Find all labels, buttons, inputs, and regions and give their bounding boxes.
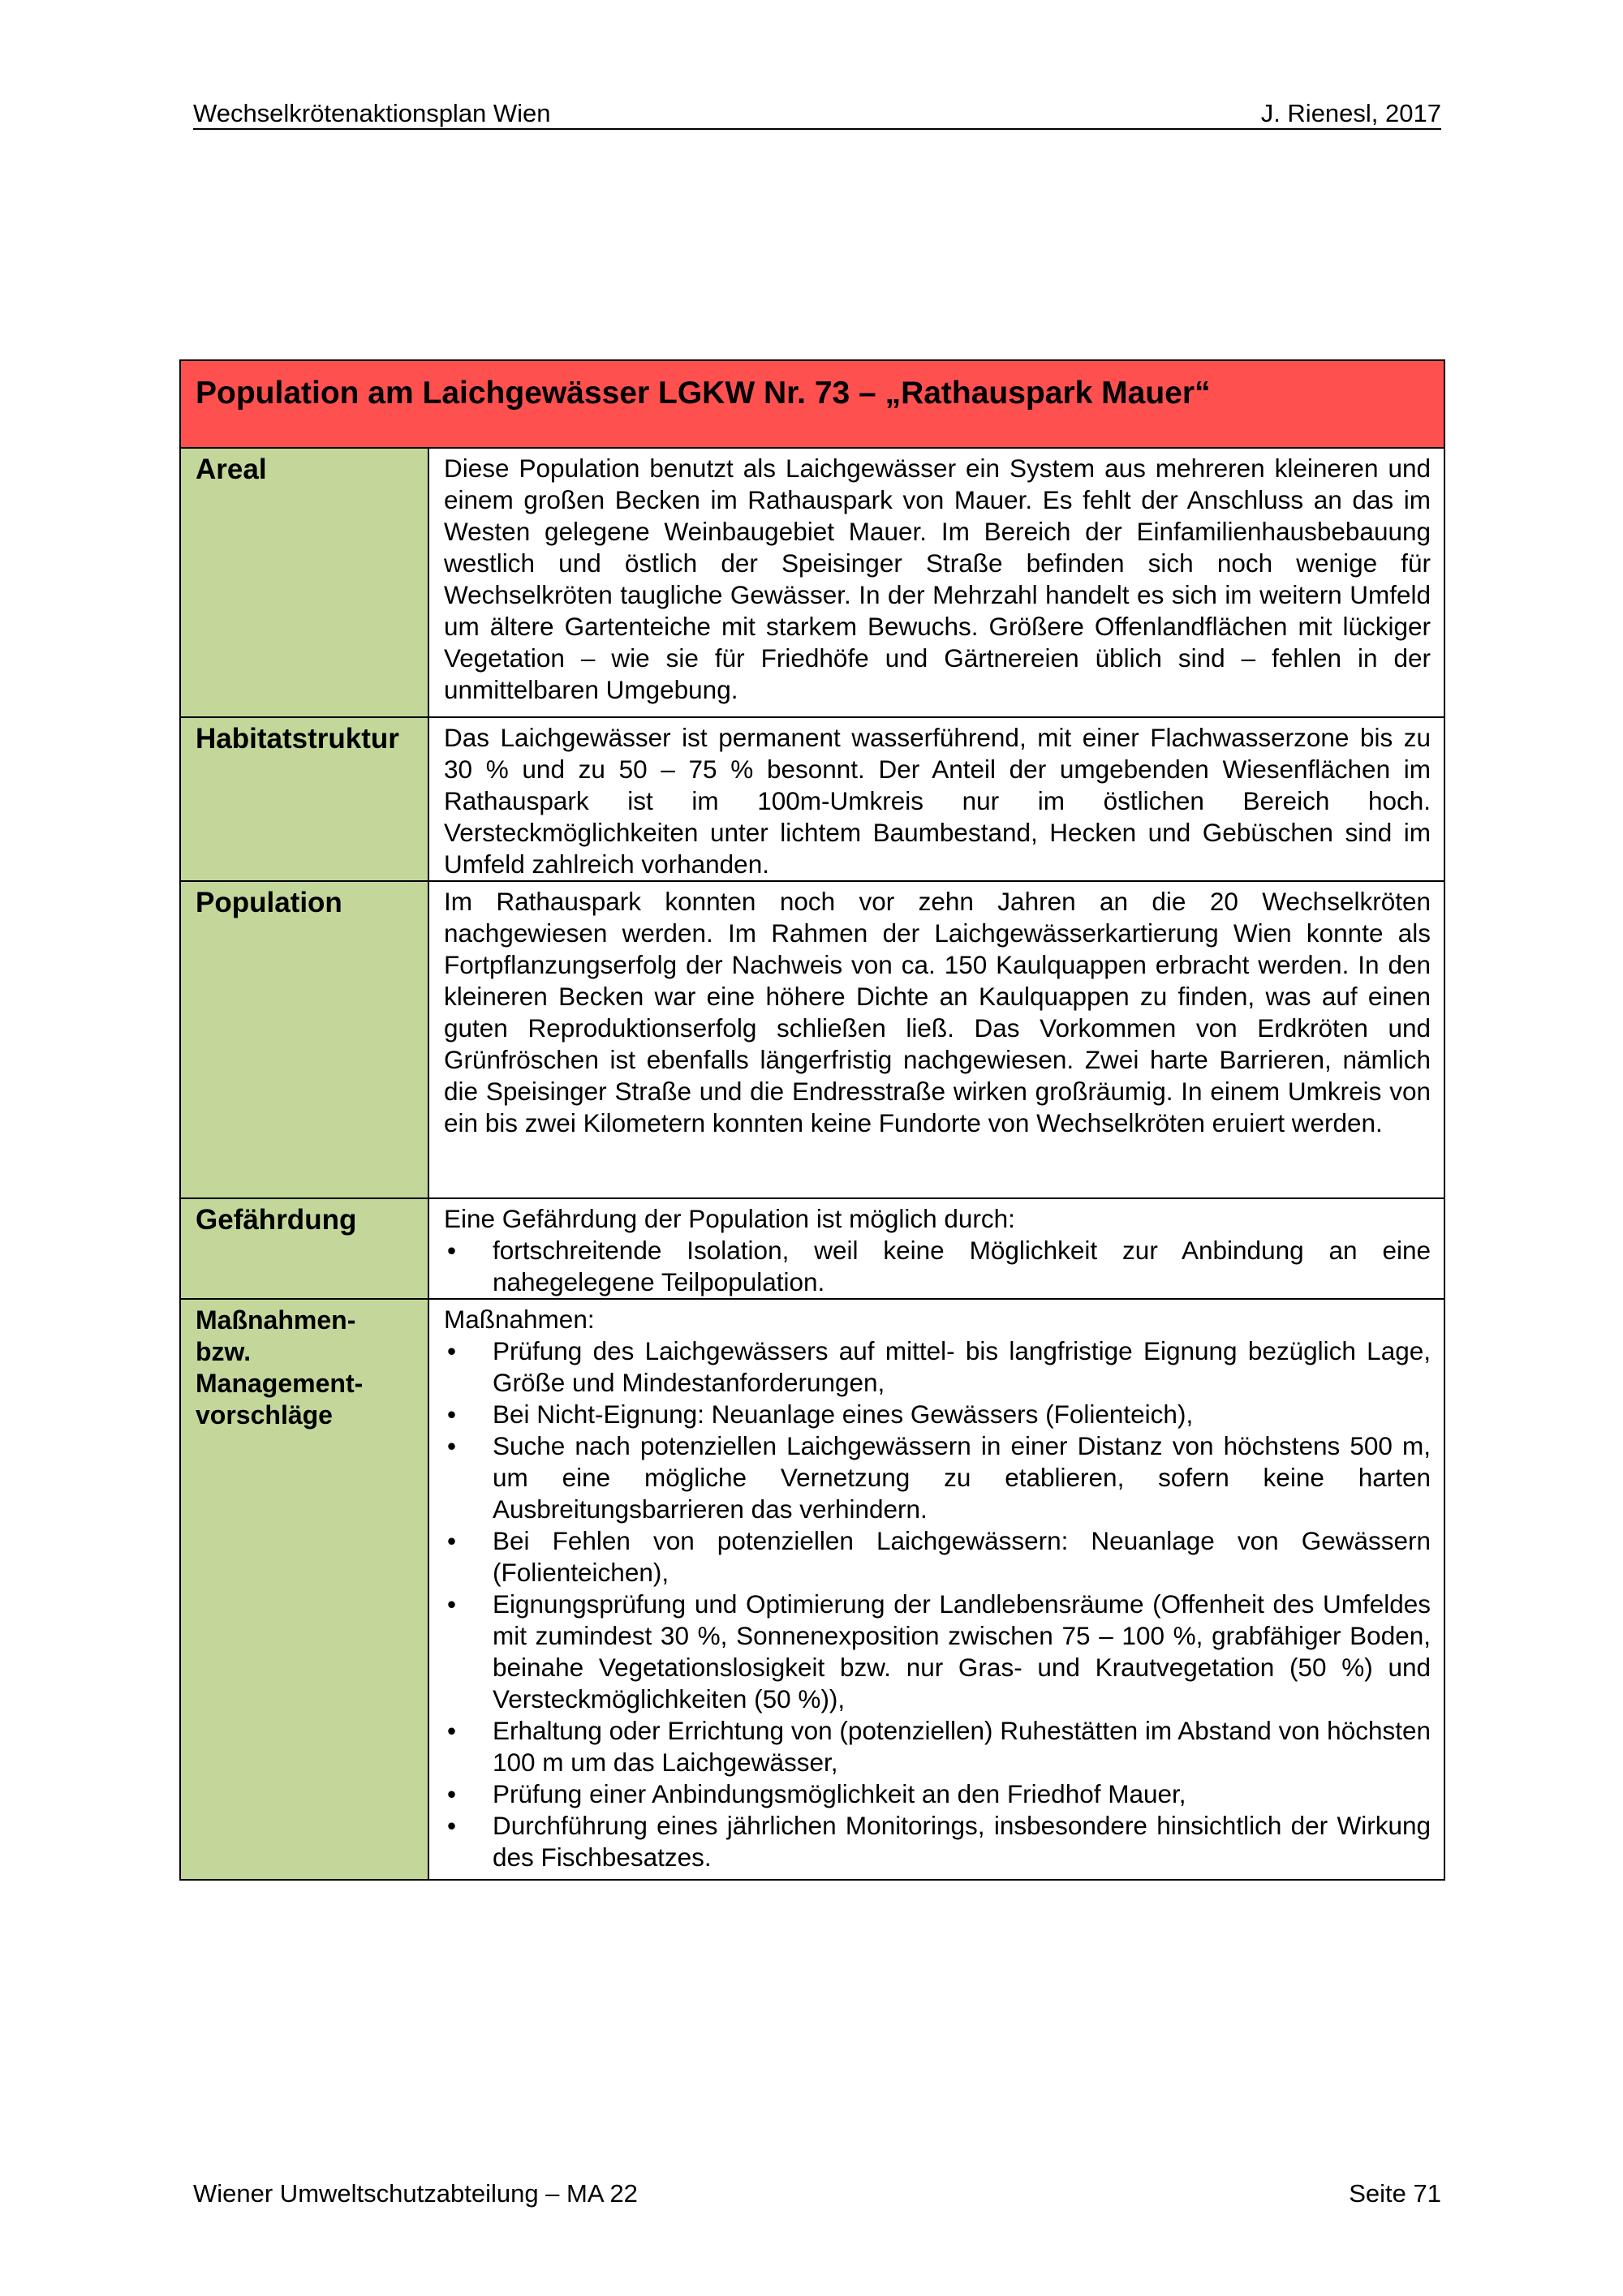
- table-title-row: [180, 360, 1444, 448]
- list-item: • Durchführung eines jährlichen Monitorings, insbesondere hinsichtlich der Wirkung des Fischbesatzes.: [444, 1810, 1431, 1873]
- table-row: [180, 881, 1444, 1198]
- row-label-population: Population: [180, 881, 428, 1198]
- label-line: vorschläge: [196, 1400, 333, 1430]
- table-title: Population am Laichgewässer LGKW Nr. 73 – „Rathauspark Mauer“: [180, 360, 1444, 448]
- massnahmen-intro: Maßnahmen:: [444, 1305, 595, 1334]
- page-header: [193, 96, 1441, 130]
- table-row: [180, 448, 1444, 717]
- row-label-gefaehrdung: Gefährdung: [180, 1198, 428, 1299]
- label-line: Maßnahmen-: [196, 1305, 356, 1335]
- row-label-massnahmen: [180, 1299, 428, 1880]
- row-label-habitatstruktur: Habitatstruktur: [180, 717, 428, 881]
- population-table: [179, 359, 1445, 1881]
- row-content-massnahmen: [428, 1299, 1444, 1880]
- footer-page-number: Seite 71: [1349, 2179, 1441, 2208]
- row-label-areal: Areal: [180, 448, 428, 717]
- list-item: • Erhaltung oder Errichtung von (potenziellen) Ruhestätten im Abstand von höchsten 100 m um das Laichgewässer,: [444, 1715, 1431, 1778]
- table-row: [180, 1299, 1444, 1880]
- page-footer: [193, 2179, 1441, 2208]
- table-row: [180, 1198, 1444, 1299]
- header-author-year: J. Rienesl, 2017: [1260, 99, 1441, 127]
- label-line: Management-: [196, 1369, 364, 1398]
- footer-department: Wiener Umweltschutzabteilung – MA 22: [193, 2179, 638, 2208]
- table-row: [180, 717, 1444, 881]
- row-text-areal: Diese Population benutzt als Laichgewässer ein System aus mehreren kleineren und einem großen Becken im Rathauspark von Mauer. Es fehlt der Anschluss an das im Westen gelegene Weinbaugebiet Mauer. Im Bereich der Einfamilienhausbebauung westlich und östlich der Speisinger Straße befinden sich noch wenige für Wechselkröten taugliche Gewässer. In der Mehrzahl handelt es sich im weitern Umfeld um ältere Gartenteiche mit starkem Bewuchs. Größere Offenlandflächen mit lückiger Vegetation – wie sie für Friedhöfe und Gärtnereien üblich sind – fehlen in der unmittelbaren Umgebung.: [428, 448, 1444, 717]
- gefaehrdung-intro: Eine Gefährdung der Population ist möglich durch:: [444, 1204, 1015, 1233]
- list-item: • Bei Fehlen von potenziellen Laichgewässern: Neuanlage von Gewässern (Folienteichen),: [444, 1525, 1431, 1589]
- row-text-habitatstruktur: Das Laichgewässer ist permanent wasserführend, mit einer Flachwasserzone bis zu 30 % und zu 50 – 75 % besonnt. Der Anteil der umgebenden Wiesenflächen im Rathauspark ist im 100m-Umkreis nur im östlichen Bereich hoch. Versteckmöglichkeiten unter lichtem Baumbestand, Hecken und Gebüschen sind im Umfeld zahlreich vorhanden.: [428, 717, 1444, 881]
- gefaehrdung-list: [444, 1235, 1431, 1298]
- header-document-title: Wechselkrötenaktionsplan Wien: [193, 99, 551, 127]
- list-item: • fortschreitende Isolation, weil keine Möglichkeit zur Anbindung an eine nahegelegene Teilpopulation.: [444, 1235, 1431, 1298]
- list-item: • Eignungsprüfung und Optimierung der Landlebensräume (Offenheit des Umfeldes mit zumindest 30 %, Sonnenexposition zwischen 75 – 100 %, grabfähiger Boden, beinahe Vegetationslosigkeit bzw. nur Gras- und Krautvegetation (50 %) und Versteckmöglichkeiten (50 %)),: [444, 1589, 1431, 1715]
- list-item: • Suche nach potenziellen Laichgewässern in einer Distanz von höchstens 500 m, um eine mögliche Vernetzung zu etablieren, sofern keine harten Ausbreitungsbarrieren das verhindern.: [444, 1430, 1431, 1525]
- row-text-population: Im Rathauspark konnten noch vor zehn Jahren an die 20 Wechselkröten nachgewiesen werden. Im Rahmen der Laichgewässerkartierung Wien konnte als Fortpflanzungserfolg der Nachweis von ca. 150 Kaulquappen erbracht werden. In den kleineren Becken war eine höhere Dichte an Kaulquappen zu finden, was auf einen guten Reproduktionserfolg schließen ließ. Das Vorkommen von Erdkröten und Grünfröschen ist ebenfalls längerfristig nachgewiesen. Zwei harte Barrieren, nämlich die Speisinger Straße und die Endresstraße wirken großräumig. In einem Umkreis von ein bis zwei Kilometern konnten keine Fundorte von Wechselkröten eruiert werden.: [428, 881, 1444, 1198]
- label-line: bzw.: [196, 1337, 252, 1366]
- list-item: • Prüfung einer Anbindungsmöglichkeit an den Friedhof Mauer,: [444, 1778, 1431, 1810]
- row-content-gefaehrdung: [428, 1198, 1444, 1299]
- list-item: • Bei Nicht-Eignung: Neuanlage eines Gewässers (Folienteich),: [444, 1399, 1431, 1430]
- list-item: • Prüfung des Laichgewässers auf mittel- bis langfristige Eignung bezüglich Lage, Größe und Mindestanforderungen,: [444, 1335, 1431, 1399]
- massnahmen-list: [444, 1335, 1431, 1873]
